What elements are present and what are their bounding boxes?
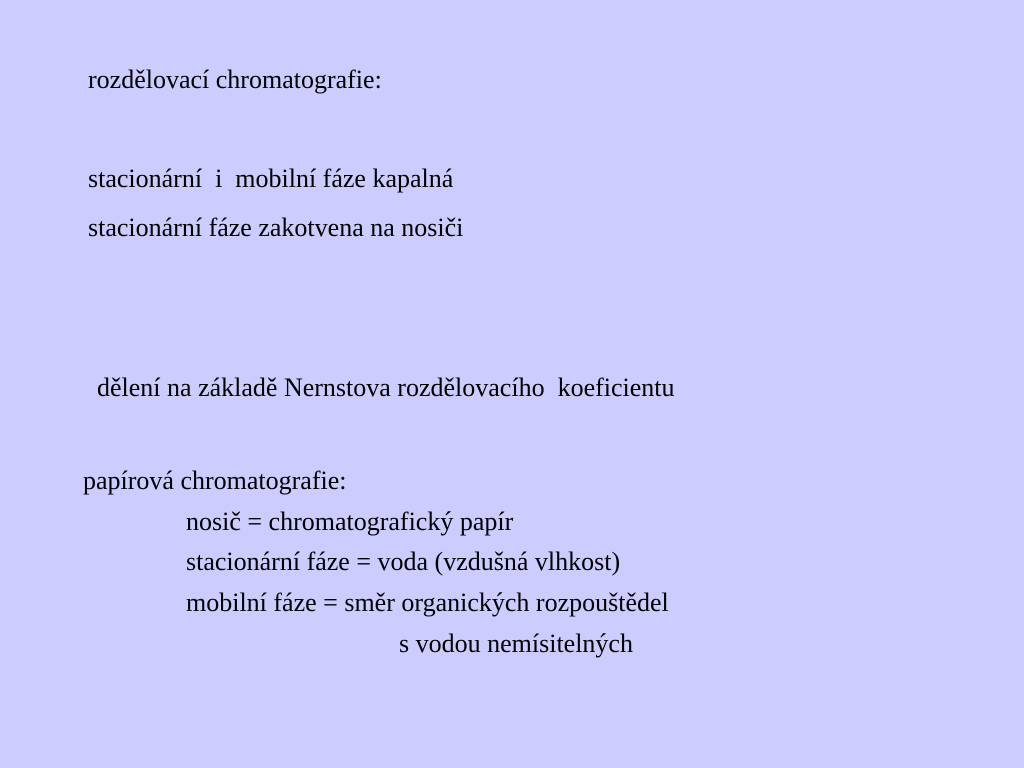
paper-chromatography-title: papírová chromatografie: — [83, 466, 347, 495]
phases-text: stacionární i mobilní fáze kapalná — [88, 164, 454, 193]
paper-stationary-phase-text: stacionární fáze = voda (vzdušná vlhkost) — [186, 547, 621, 576]
paper-mobile-phase-continuation: s vodou nemísitelných — [399, 629, 633, 658]
paper-mobile-phase-text: mobilní fáze = směr organických rozpouštědel — [186, 588, 669, 617]
paper-carrier-text: nosič = chromatografický papír — [186, 507, 514, 536]
slide-heading: rozdělovací chromatografie: — [88, 65, 382, 94]
support-text: stacionární fáze zakotvena na nosiči — [88, 213, 464, 242]
principle-text: dělení na základě Nernstova rozdělovacího koeficientu — [97, 373, 675, 402]
